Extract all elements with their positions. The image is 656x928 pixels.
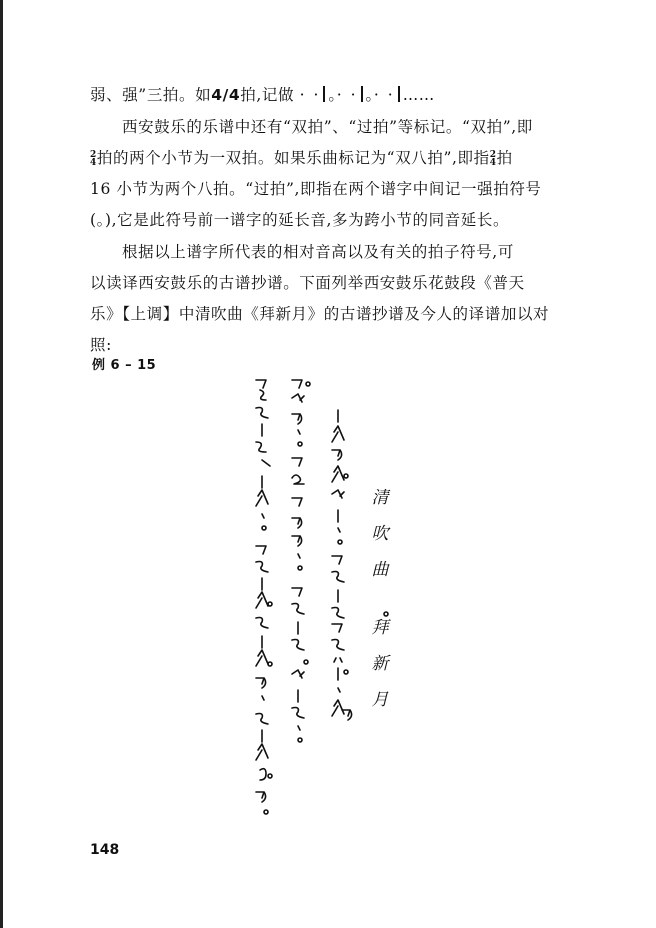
paragraph-3-line-1: 根据以上谱字所代表的相对音高以及有关的拍子符号,可 — [122, 243, 514, 261]
text-segment: 拍 — [496, 149, 513, 167]
paragraph-1-line-1 — [90, 84, 435, 106]
beat-circle: 。 — [365, 86, 374, 104]
beat-dots: · · — [373, 86, 395, 104]
beat-dots: · · — [299, 86, 321, 104]
example-label: 例 6 – 15 — [92, 358, 157, 373]
beat-circle: 。 — [328, 86, 337, 104]
paragraph-2-line-2 — [90, 147, 513, 169]
ellipsis: …… — [402, 86, 435, 104]
barline — [361, 86, 363, 102]
paragraph-2-line-3: 16 小节为两个八拍。“过拍”,即指在两个谱字中间记一强拍符号 — [90, 180, 542, 198]
page-edge — [0, 0, 3, 928]
paragraph-3-line-4: 照: — [90, 336, 112, 354]
score-drawing — [230, 370, 430, 830]
title-char: 月 — [371, 690, 389, 710]
text-segment: 拍,记做 — [240, 86, 295, 104]
title-char: 新 — [371, 654, 389, 674]
paragraph-3-line-2: 以读译西安鼓乐的古谱抄谱。下面列举西安鼓乐花鼓段《普天 — [90, 274, 525, 292]
handwritten-score-image — [230, 370, 430, 830]
text-segment: 弱、强”三拍。如 — [90, 86, 212, 104]
paragraph-3-line-3: 乐》【上调】中清吹曲《拜新月》的古谱抄谱及今人的译谱加以对 — [90, 305, 550, 323]
paragraph-2-line-4: (。),它是此符号前一谱字的延长音,多为跨小节的同音延长。 — [90, 211, 510, 229]
title-char: 吹 — [371, 524, 389, 544]
paragraph-2-line-1: 西安鼓乐的乐谱中还有“双拍”、“过拍”等标记。“双拍”,即 — [122, 118, 533, 136]
time-signature-icon: 2 4 — [90, 150, 97, 168]
text-segment: 拍的两个小节为一双拍。如果乐曲标记为“双八拍”,即指 — [96, 149, 490, 167]
title-char: 曲 — [371, 560, 389, 580]
beat-dots: · · — [336, 86, 358, 104]
page-number: 148 — [90, 842, 120, 858]
meter-label: 4/4 — [211, 86, 241, 104]
title-char: 拜 — [371, 618, 389, 638]
title-char: 清 — [371, 488, 389, 508]
barline — [398, 86, 400, 102]
time-signature-icon: 2 4 — [489, 150, 497, 168]
barline — [323, 86, 325, 102]
vertical-title — [368, 480, 392, 718]
